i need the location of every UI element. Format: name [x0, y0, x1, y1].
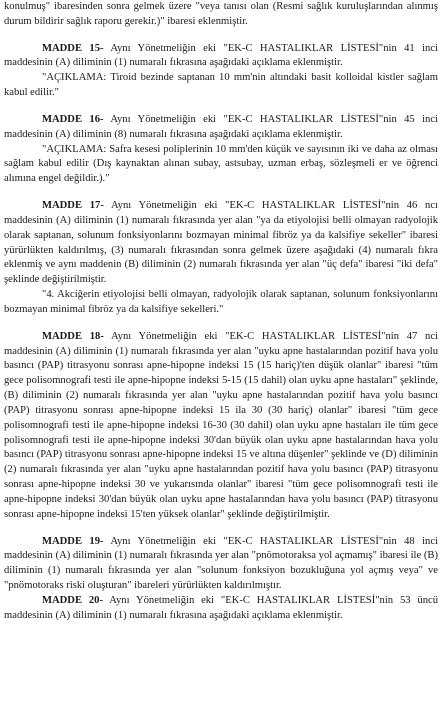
- article-18: [4, 330, 438, 523]
- article-15-quote: "AÇIKLAMA: Tiroid bezinde saptanan 10 mm'nin altındaki basit kolloidal kistler sağlam kabul edilir.": [4, 72, 438, 99]
- article-17-text: Aynı Yönetmeliğin eki "EK-C HASTALIKLAR LİSTESİ"nin 46 ncı maddesinin (A) diliminin (1) numaralı fıkrasında yer alan "ya da etiyolojisi belli olmayan radyolojik olarak saptanan, solunum fonksiyonlarını bozmayan minimal fibröz ya da kalsifiye sekeller" ibaresi yürürlükten kaldırılmış, (3) numaralı fıkrasından sonra gelmek üzere aşağıdaki (4) numaralı fıkra eklenmiş ve aynı maddenin (B) diliminin (2) numaralı fıkrasında yer alan "üç defa" ibaresi "iki defa" şeklinde değiştirilmiştir.: [4, 200, 438, 286]
- article-16-text: Aynı Yönetmeliğin eki "EK-C HASTALIKLAR LİSTESİ"nin 45 inci maddesinin (A) diliminin (8) numaralı fıkrasına aşağıdaki açıklama eklenmiştir.: [4, 113, 438, 140]
- article-17-label: MADDE 17-: [42, 200, 104, 212]
- article-15-label: MADDE 15-: [42, 42, 104, 54]
- article-16: [4, 113, 438, 143]
- article-19: [4, 535, 438, 594]
- article-20-text: Aynı Yönetmeliğin eki "EK-C HASTALIKLAR LİSTESİ"nin 53 üncü maddesinin (A) diliminin (1) numaralı fıkrasına aşağıdaki açıklama eklenmiştir.: [4, 594, 439, 621]
- article-20-label: MADDE 20-: [42, 594, 104, 606]
- article-15: [4, 42, 438, 72]
- article-17-quote: "4. Akciğerin etiyolojisi belli olmayan, radyolojik olarak saptanan, solunum fonksiyonlarını bozmayan minimal fibröz ya da kalsifiye sekelleri.": [4, 289, 438, 315]
- article-19-label: MADDE 19-: [42, 535, 104, 547]
- article-15-text: Aynı Yönetmeliğin eki "EK-C HASTALIKLAR LİSTESİ"nin 41 inci maddesinin (A) diliminin (1) numaralı fıkrasına aşağıdaki açıklama eklenmiştir.: [4, 42, 438, 69]
- article-16-quote: "AÇIKLAMA: Safra kesesi poliplerinin 10 mm'den küçük ve sayısının iki ve daha az olması sağlam kabul edilir (Dış kaynaktan alınan subay, astsubay, uzman erbaş, sözleşmeli er ve öğrenci alımına engel değildir.).": [4, 143, 438, 185]
- article-19-text: Aynı Yönetmeliğin eki "EK-C HASTALIKLAR LİSTESİ"nin 48 inci maddesinin (A) diliminin (1) numaralı fıkrasında yer alan "pnömotoraksa yol açmamış" ibaresi ile (B) diliminin (1) numaralı fıkrasında yer alan "solunum fonksiyon bozukluğuna yol açmış veya" ve "pnömotoraks riski oluşturan" ibareleri yürürlükten kaldırılmıştır.: [4, 535, 438, 591]
- article-17: [4, 199, 438, 288]
- paragraph-continuation: konulmuş" ibaresinden sonra gelmek üzere "veya tanısı olan (Resmi sağlık kuruluşlarından alınmış durum bildirir sağlık raporu gerekir.)" ibaresi eklenmiştir.: [4, 1, 438, 27]
- article-18-label: MADDE 18-: [42, 330, 104, 342]
- article-16-label: MADDE 16-: [42, 113, 104, 125]
- article-18-text: Aynı Yönetmeliğin eki "EK-C HASTALIKLAR LİSTESİ"nin 47 nci maddesinin (A) diliminin (1) numaralı fıkrasında yer alan "uyku apne hastalarından pozitif hava yolu basıncı (PAP) titrasyonu sonrası apne-hipopne indeksi 15 (15 hariç)'ten düşük olanlar" ibaresi "tüm gece polisomnografi testi ile apne-hipopne indeksi 5-15 (15 dahil) olan uyku apne hastaları" şeklinde, (B) diliminin (2) numaralı fıkrasında yer alan "uyku apne hastalarından pozitif hava yolu basıncı (PAP) titrasyonu sonrası apne-hipopne indeksi 15 ila 30 (30 hariç) olanlar" ibaresi "tüm gece polisomnografi testi ile apne-hipopne indeksi 16-30 (30 dahil) olan uyku apne hastaları ile tüm gece polisomnografi testi ile apne-hipopne indeksi 30'dan büyük olan uyku apne hastalarından hava yolu basıncı (PAP) titrasyonu sonrası apne-hipopne indeksi 15 ve altına düşenler" şeklinde ve (D) diliminin (2) numaralı fıkrasında yer alan "uyku apne hastalarından pozitif hava yolu basıncı (PAP) titrasyonu sonrası apne-hipopne indeksi 30 ve yukarısında olanlar" ibaresi "tüm gece polisomnografi testi ile apne-hipopne indeksi 30'dan büyük olan uyku apne hastalarından hava yolu basıncı (PAP) titrasyonu sonrası apne-hipopne indeksi 15'ten yüksek olanlar" şeklinde değiştirilmiştir.: [4, 330, 438, 520]
- article-20: [4, 594, 438, 624]
